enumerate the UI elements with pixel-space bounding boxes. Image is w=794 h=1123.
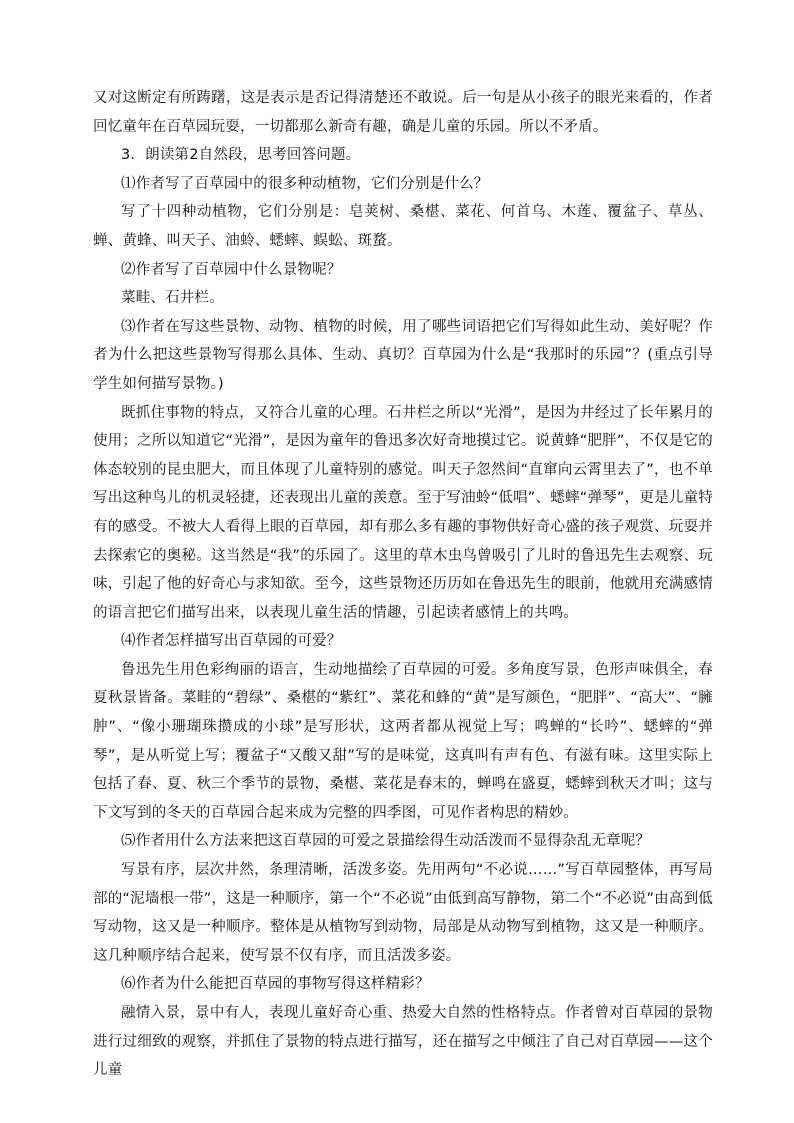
question-3: 3．朗读第2自然段，思考回答问题。 (121, 147, 361, 164)
answer-6: 融情入景，景中有人，表现儿童好奇心重、热爱大自然的性格特点。作者曾对百草园的景物进行过细致的观察，并抓住了景物的特点进行描写，还在描写之中倾注了自己对百草园——这个儿童 (93, 1005, 713, 1079)
answer-3: 既抓住事物的特点，又符合儿童的心理。石井栏之所以“光滑”，是因为井经过了长年累月的使用；之所以知道它“光滑”，是因为童年的鲁迅多次好奇地摸过它。说黄蜂“肥胖”，不仅是它的体态较别的昆虫肥大，而且体现了儿童特别的感觉。叫天子忽然间“直窜向云霄里去了”，也不单写出这种鸟儿的机灵轻捷，还表现出儿童的羡意。至于写油蛉“低唱”、蟋蟀“弹琴”，更是儿童特有的感受。不被大人看得上眼的百草园，却有那么多有趣的事物供好奇心盛的孩子观赏、玩耍并去探索它的奥秘。这当然是“我”的乐园了。这里的草木虫鸟曾吸引了儿时的鲁迅先生去观察、玩味，引起了他的好奇心与求知欲。至今，这些景物还历历如在鲁迅先生的眼前，他就用充满感情的语言把它们描写出来，以表现儿童生活的情趣，引起读者感情上的共鸣。 (93, 404, 713, 621)
answer-5: 写景有序，层次井然，条理清晰，活泼多姿。先用两句“不必说……”写百草园整体，再写局部的“泥墙根一带”，这是一种顺序，第一个“不必说”由低到高写静物，第二个“不必说”由高到低写动物，这又是一种顺序。整体是从植物写到动物，局部是从动物写到植物，这又是一种顺序。这几种顺序结合起来，使写景不仅有序，而且活泼多姿。 (93, 862, 713, 964)
sub-question-6: ⑹作者为什么能把百草园的事物写得这样精彩？ (121, 976, 430, 993)
sub-question-4: ⑷作者怎样描写出百草园的可爱？ (121, 633, 342, 650)
sub-question-2: ⑵作者写了百草园中什么景物呢？ (121, 261, 342, 278)
answer-4: 鲁迅先生用色彩绚丽的语言，生动地描绘了百草园的可爱。多角度写景，色形声味俱全，春夏秋景皆备。菜畦的“碧绿”、桑椹的“紫红”、菜花和蜂的“黄”是写颜色，“肥胖”、“高大”、“臃肿”、“像小珊瑚珠攒成的小球”是写形状，这两者都从视觉上写；鸣蝉的“长吟”、蟋蟀的“弹琴”，是从听觉上写；覆盆子“又酸又甜”写的是味觉，这真叫有声有色、有滋有味。这里实际上包括了春、夏、秋三个季节的景物，桑椹、菜花是春末的，蝉鸣在盛夏，蟋蟀到秋天才叫；这与下文写到的冬天的百草园合起来成为完整的四季图，可见作者构思的精妙。 (93, 661, 713, 821)
paragraph-continuation: 又对这断定有所踌躇，这是表示是否记得清楚还不敢说。后一句是从小孩子的眼光来看的，作者回忆童年在百草园玩耍，一切都那么新奇有趣，确是儿童的乐园。所以不矛盾。 (93, 90, 713, 135)
answer-1: 写了十四种动植物，它们分别是：皂荚树、桑椹、菜花、何首乌、木莲、覆盆子、草丛、蝉、黄蜂、叫天子、油蛉、蟋蟀、蜈蚣、斑蝥。 (93, 204, 713, 249)
document-page (93, 84, 713, 1085)
sub-question-1: ⑴作者写了百草园中的很多种动植物，它们分别是什么？ (121, 175, 489, 192)
answer-2: 菜畦、石井栏。 (121, 290, 224, 307)
sub-question-3: ⑶作者在写这些景物、动物、植物的时候，用了哪些词语把它们写得如此生动、美好呢？作者为什么把这些景物写得那么具体、生动、真切？百草园为什么是“我那时的乐园”？(重点引导学生如何描写景物。) (93, 318, 713, 392)
sub-question-5: ⑸作者用什么方法来把这百草园的可爱之景描绘得生动活泼而不显得杂乱无章呢？ (121, 833, 651, 850)
